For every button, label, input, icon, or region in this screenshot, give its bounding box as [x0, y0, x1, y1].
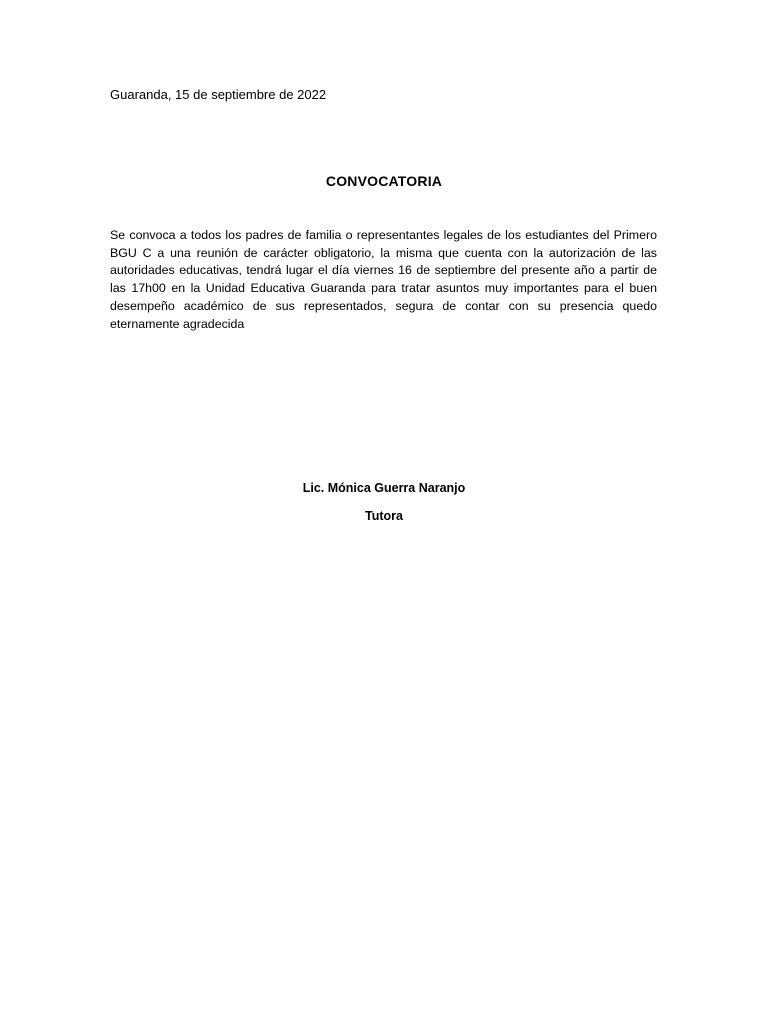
signer-role: Tutora [365, 509, 403, 523]
body-paragraph: Se convoca a todos los padres de familia o representantes legales de los estudiantes del Primero BGU C a una reunión de carácter obligatorio, la misma que cuenta con la autorización de las autoridades educativas, tendrá lugar el día viernes 16 de septiembre del presente año a partir de las 17h00 en la Unidad Educativa Guaranda para tratar asuntos muy importantes para el buen desempeño académico de sus representados, segura de contar con su presencia quedo eternamente agradecida [110, 228, 657, 331]
signer-name: Lic. Mónica Guerra Naranjo [302, 481, 466, 495]
document-title: CONVOCATORIA [325, 173, 443, 189]
date-line: Guaranda, 15 de septiembre de 2022 [110, 87, 327, 102]
